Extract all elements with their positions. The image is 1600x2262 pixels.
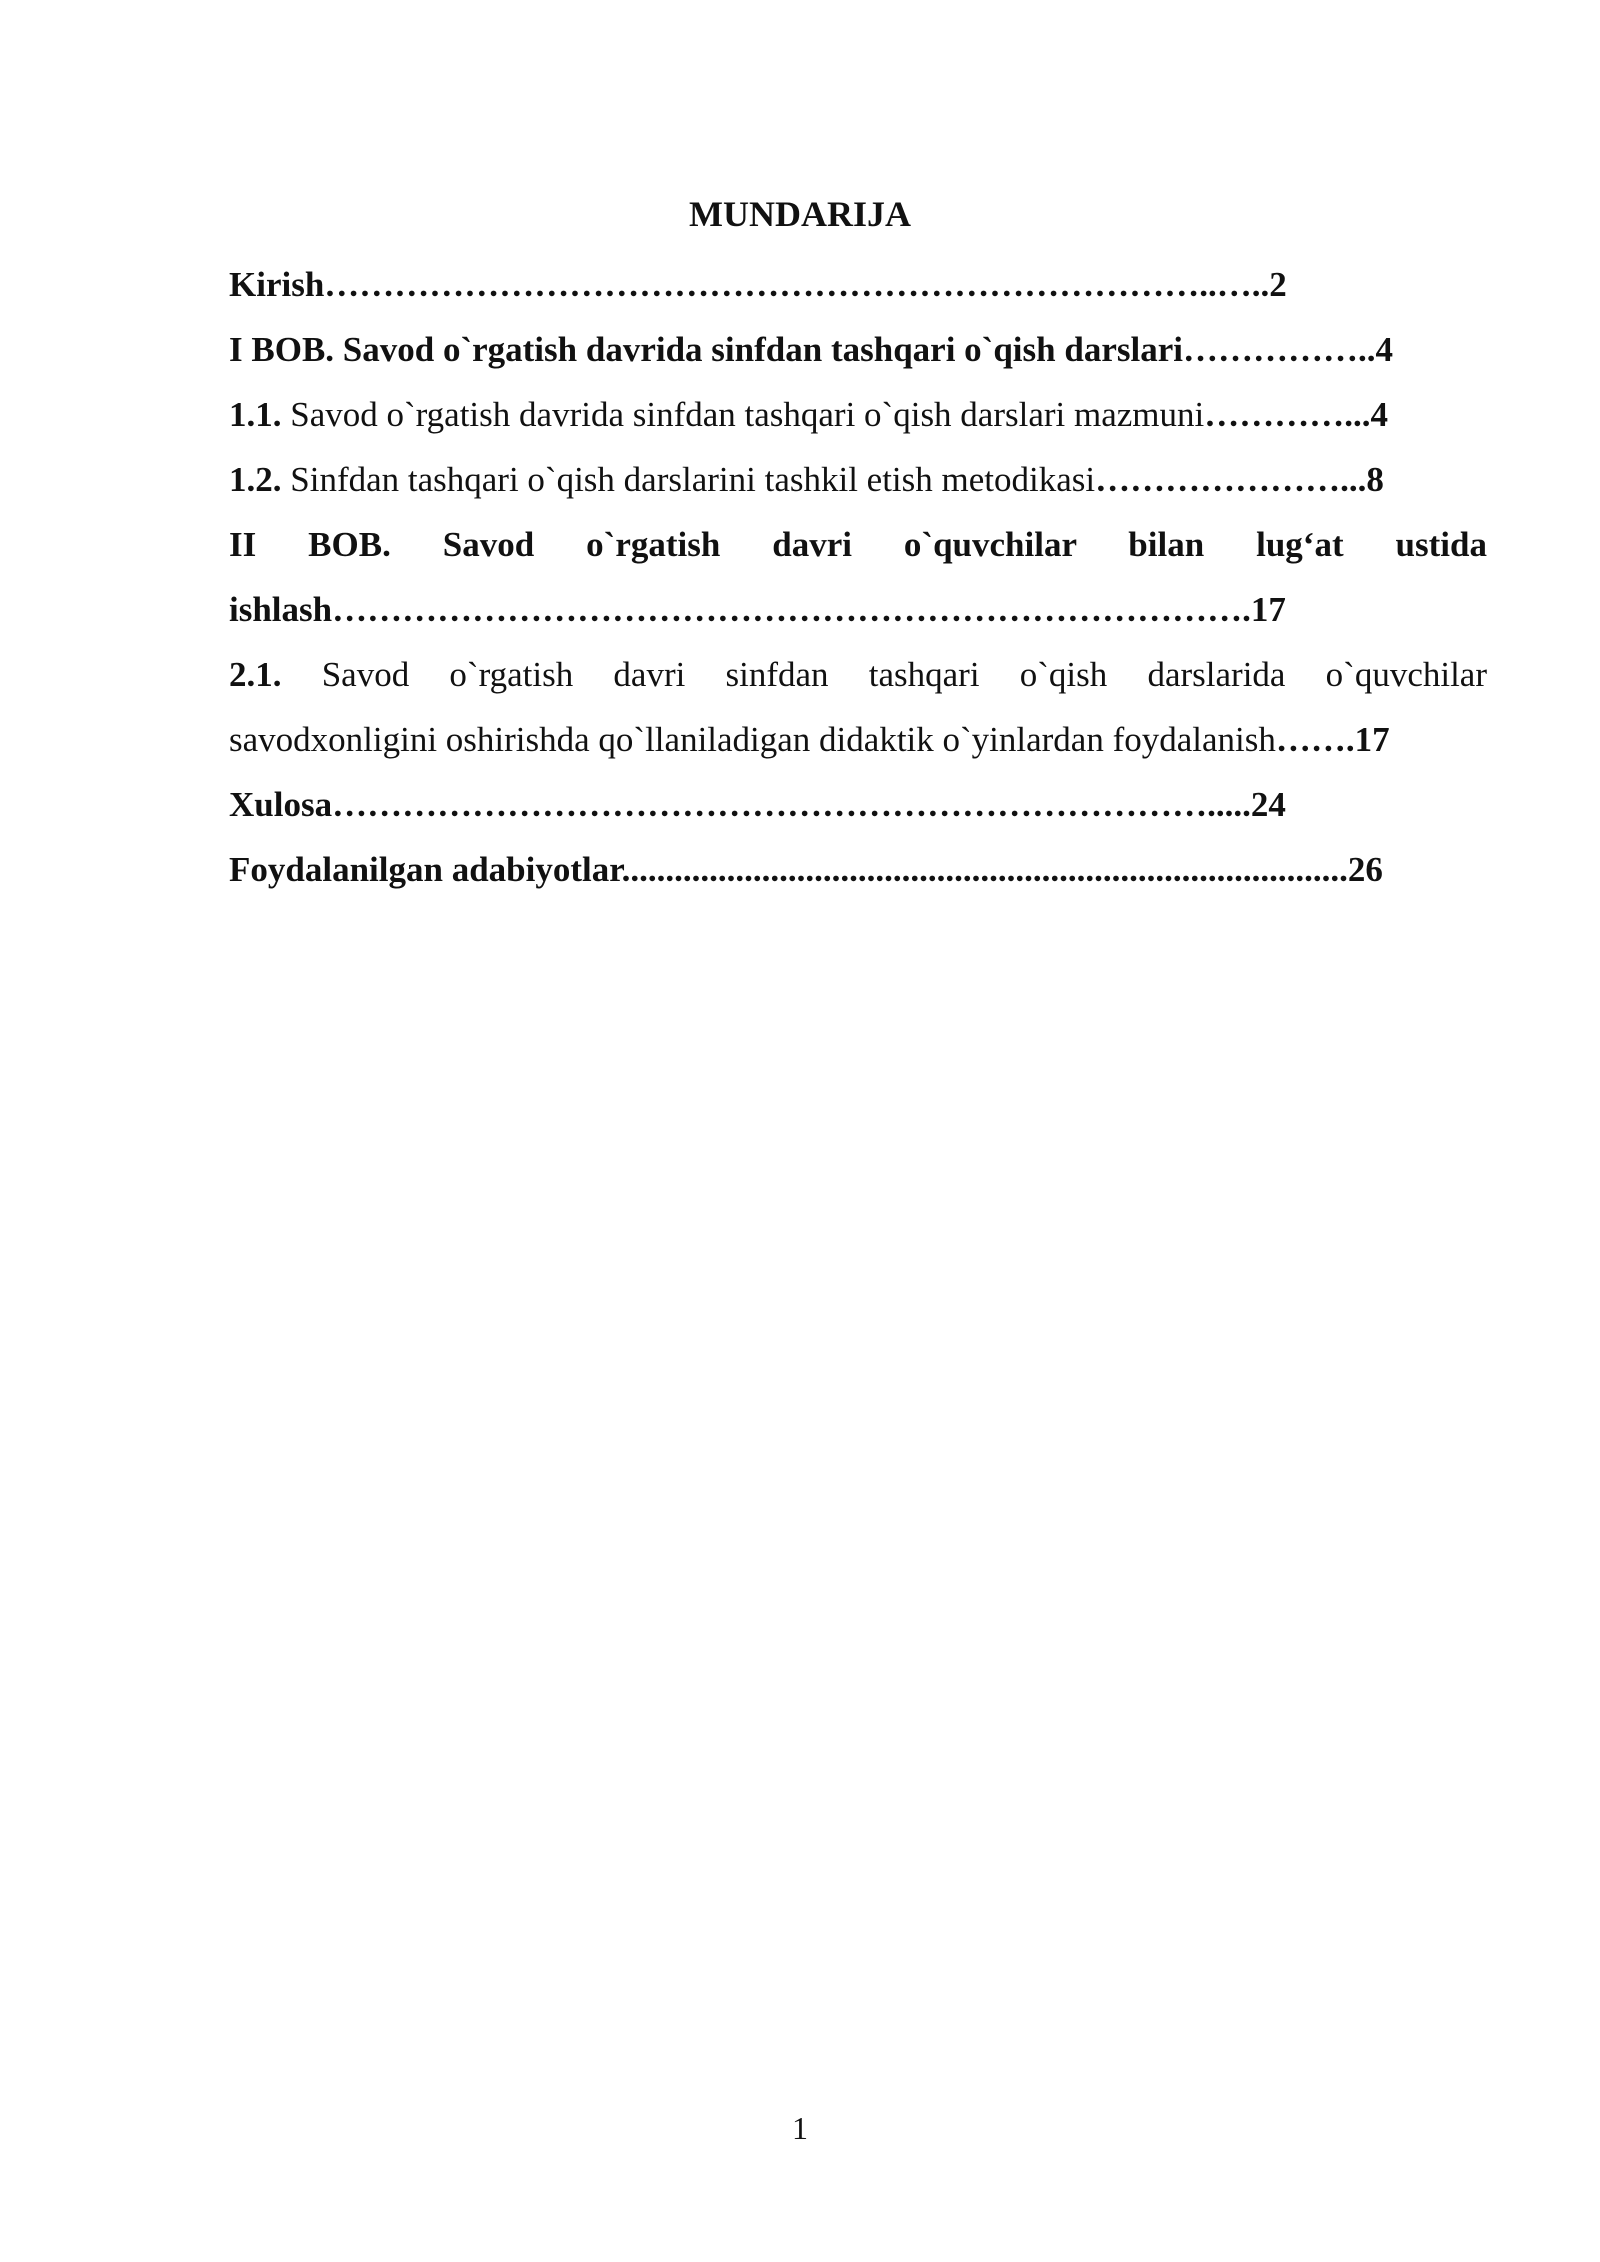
- toc-entry-leader-page: …………………………………………………………………..…..2: [324, 265, 1287, 304]
- toc-entry-label: Savod o`rgatish davri sinfdan tashqari o`qish darslarida o`quvchilar: [281, 655, 1487, 694]
- toc-entry-section-1-2: [229, 447, 1487, 512]
- toc-entry-label: Foydalanilgan adabiyotlar: [229, 850, 622, 889]
- table-of-contents: [229, 252, 1487, 902]
- toc-entry-leader-page: …………...4: [1204, 395, 1388, 434]
- toc-entry-chapter-2-line-2: [229, 577, 1487, 642]
- toc-entry-leader-page: …………………………………………………………………….17: [332, 590, 1286, 629]
- toc-entry-xulosa: [229, 772, 1487, 837]
- toc-entry-leader-page: …….17: [1275, 720, 1390, 759]
- toc-entry-leader-page: ………………………………………………………………….....24: [332, 785, 1286, 824]
- toc-title: MUNDARIJA: [689, 194, 911, 234]
- toc-entry-number: 1.2.: [229, 460, 282, 499]
- toc-entry-leader-page: …………………...8: [1095, 460, 1384, 499]
- toc-entry-kirish: [229, 252, 1487, 317]
- toc-entry-chapter-2-line-1: [229, 512, 1487, 577]
- toc-entry-references: [229, 837, 1487, 902]
- toc-entry-label: II BOB. Savod o`rgatish davri o`quvchilar bilan lug‘at ustida: [229, 525, 1487, 564]
- toc-entry-section-2-1-line-2: [229, 707, 1487, 772]
- toc-entry-leader-page: ……………..4: [1182, 330, 1393, 369]
- toc-entry-label: I BOB. Savod o`rgatish davrida sinfdan tashqari o`qish darslari: [229, 330, 1183, 369]
- toc-entry-number: 2.1.: [229, 655, 282, 694]
- toc-entry-label: Xulosa: [229, 785, 333, 824]
- toc-entry-number: 1.1.: [229, 395, 282, 434]
- toc-entry-chapter-1: [229, 317, 1487, 382]
- toc-entry-label: Kirish: [229, 265, 325, 304]
- toc-entry-leader-page: ...................................................................................26: [621, 850, 1383, 889]
- toc-entry-label: Sinfdan tashqari o`qish darslarini tashkil etish metodikasi: [281, 460, 1096, 499]
- toc-entry-label: ishlash: [229, 590, 333, 629]
- page-number: 1: [792, 2110, 808, 2146]
- toc-entry-label: savodxonligini oshirishda qo`llaniladigan didaktik o`yinlardan foydalanish: [229, 720, 1276, 759]
- toc-entry-label: Savod o`rgatish davrida sinfdan tashqari o`qish darslari mazmuni: [281, 395, 1205, 434]
- toc-entry-section-2-1-line-1: [229, 642, 1487, 707]
- toc-entry-section-1-1: [229, 382, 1487, 447]
